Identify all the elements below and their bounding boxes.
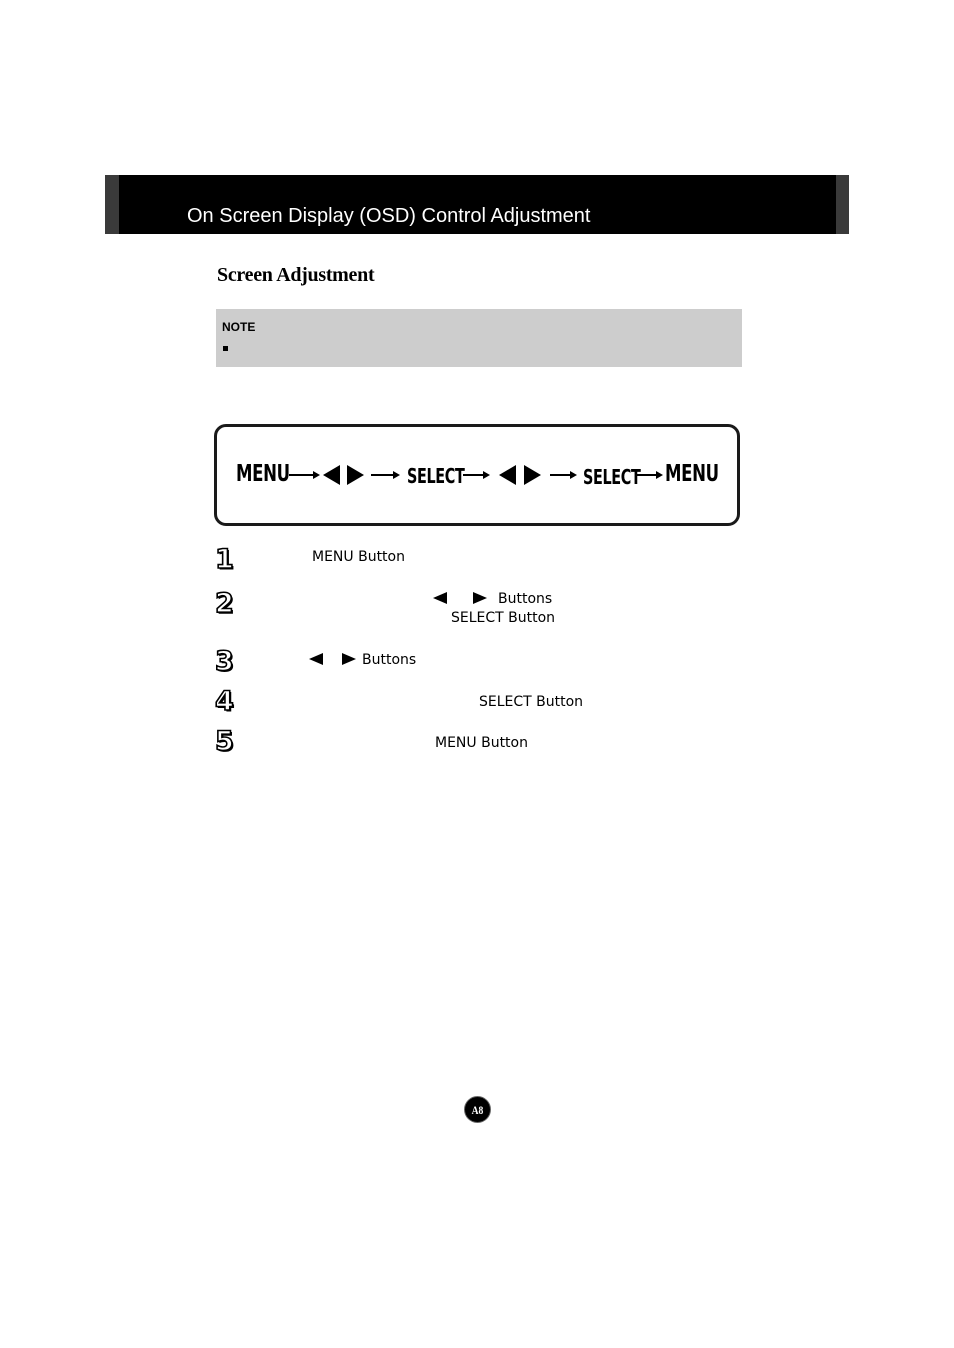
header-bar bbox=[105, 175, 849, 234]
section-title: Screen Adjustment bbox=[217, 264, 375, 286]
flow-select-label: SELECT bbox=[407, 464, 465, 488]
page-number: A8 bbox=[471, 1103, 484, 1117]
button-sequence-diagram bbox=[214, 424, 740, 526]
header-edge-right bbox=[836, 175, 849, 234]
step-text: Buttons bbox=[498, 591, 553, 607]
step-number: 3 bbox=[215, 646, 234, 677]
arrow-right-icon bbox=[289, 471, 320, 479]
triangle-right-icon bbox=[524, 465, 541, 485]
triangle-left-icon bbox=[499, 465, 516, 485]
arrow-right-icon bbox=[463, 471, 490, 479]
arrow-right-icon bbox=[371, 471, 400, 479]
triangle-right-icon bbox=[342, 653, 356, 665]
triangle-right-icon bbox=[347, 465, 364, 485]
note-bullet-icon bbox=[223, 346, 228, 351]
triangle-left-icon bbox=[433, 592, 447, 604]
step-number: 5 bbox=[215, 726, 234, 757]
step-number: 1 bbox=[215, 544, 234, 575]
note-box bbox=[216, 309, 742, 367]
triangle-right-icon bbox=[473, 592, 487, 604]
flow-arrows bbox=[217, 427, 737, 523]
flow-menu-label: MENU bbox=[236, 461, 290, 487]
flow-menu-label: MENU bbox=[665, 461, 719, 487]
arrow-right-icon bbox=[550, 471, 577, 479]
page-title: On Screen Display (OSD) Control Adjustment bbox=[187, 205, 591, 227]
step-text: SELECT Button bbox=[451, 610, 556, 626]
step-number: 2 bbox=[215, 588, 234, 619]
note-label: NOTE bbox=[222, 320, 256, 334]
triangle-left-icon bbox=[323, 465, 340, 485]
flow-select-label: SELECT bbox=[583, 465, 641, 489]
step-text: SELECT Button bbox=[479, 694, 584, 710]
step-text: MENU Button bbox=[435, 735, 528, 751]
step-number: 4 bbox=[215, 686, 234, 717]
step-text: Buttons bbox=[362, 652, 417, 668]
step-text: MENU Button bbox=[312, 549, 405, 565]
page-number-badge bbox=[464, 1096, 491, 1123]
triangle-left-icon bbox=[309, 653, 323, 665]
header-edge-left bbox=[105, 175, 119, 234]
